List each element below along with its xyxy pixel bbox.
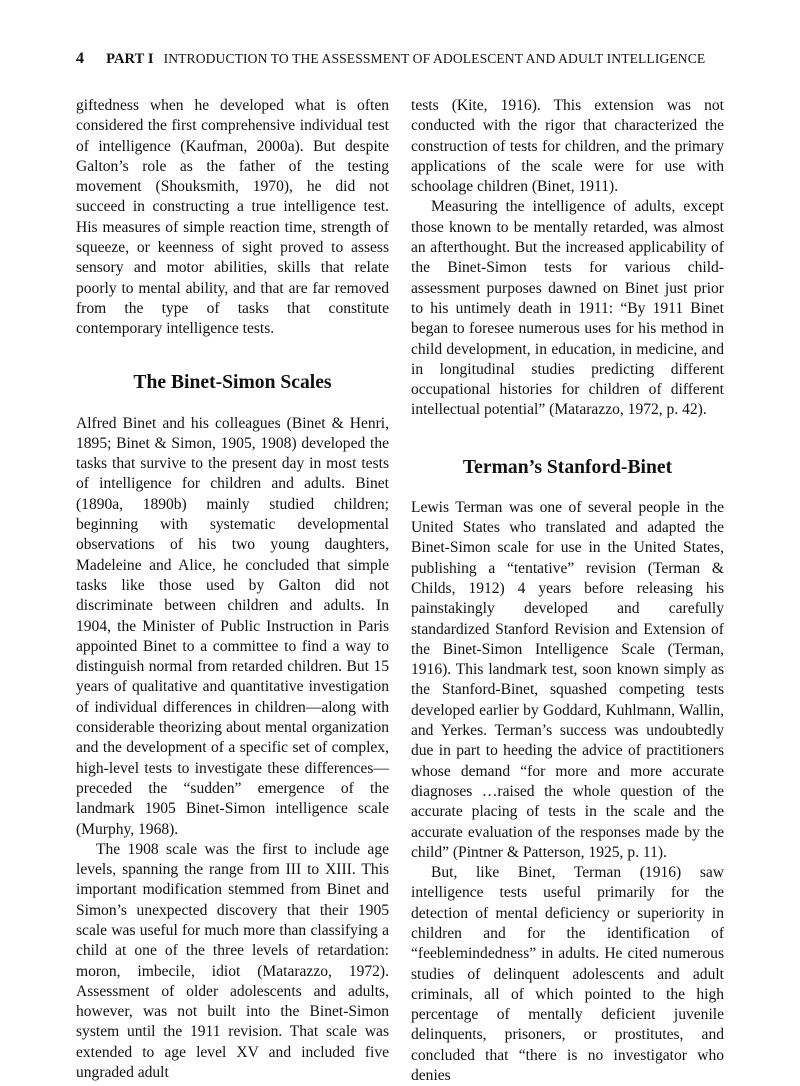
paragraph-terman-feeblemindedness: But, like Binet, Terman (1916) saw intelligence tests useful primarily for the detection of mental deficiency or superiority in children and for the identification of “feeblemindedness” in adults. He cited numerous studies of delinquent adolescents and adult criminals, all of which pointed to the high percentage of mentally deficient juvenile delinquents, prisoners, or prostitutes, and concluded that “there is no investigator who denies [411,864,724,1085]
paragraph-terman: Lewis Terman was one of several people in the United States who translated and adapted the Binet-Simon scale for use in the United States, publishing a “tentative” revision (Terman & Childs, 1912) 4 years before releasing his painstakingly developed and carefully standardized Stanford Revision and Extension of the Binet-Simon Intelligence Scale (Terman, 1916). This landmark test, soon known simply as the Stanford-Binet, squashed competing tests developed earlier by Goddard, Kuhlmann, Wallin, and Yerkes. Terman’s success was undoubtedly due in part to heeding the advice of practitioners whose demand “for more and more accurate diagnoses …raised the whole question of the accurate placing of tests in the scale and the accurate evaluation of the responses made by the child” (Pintner & Patterson, 1925, p. 11). [411,498,724,861]
right-column [411,96,724,1086]
paragraph-adult-intelligence: Measuring the intelligence of adults, except those known to be mentally retarded, was almost an afterthought. But the increased applicability of the Binet-Simon tests for various child-assessment purposes dawned on Binet just prior to his untimely death in 1911: “By 1911 Binet began to foresee numerous uses for his method in child development, in education, in medicine, and in longitudinal studies predicting different occupational histories for children of different intellectual potential” (Matarazzo, 1972, p. 42). [411,198,724,419]
paragraph-galton: giftedness when he developed what is often considered the first comprehensive individual test of intelligence (Kaufman, 2000a). But despite Galton’s role as the father of the testing movement (Shouksmith, 1970), he did not succeed in constructing a true intelligence test. His measures of simple reaction time, strength of squeeze, or keenness of sight proved to assess sensory and motor abilities, skills that relate poorly to mental ability, and that are far removed from the type of tasks that constitute contemporary intelligence tests. [76,97,389,338]
left-column [76,96,389,1083]
section-heading-binet-simon: The Binet-Simon Scales [133,371,332,393]
paragraph-kite: tests (Kite, 1916). This extension was not conducted with the rigor that characterized the construction of tests for children, and the primary applications of the scale were for use with schoolage children (Binet, 1911). [411,97,724,196]
running-head-title: INTRODUCTION TO THE ASSESSMENT OF ADOLESCENT AND ADULT INTELLIGENCE [163,51,706,66]
page-number: 4 [76,50,85,67]
paragraph-1908-scale: The 1908 scale was the first to include age levels, spanning the range from III to XIII. This important modification stemmed from Binet and Simon’s unexpected discovery that their 1905 scale was useful for much more than classifying a child at one of the three levels of retardation: moron, imbecile, idiot (Matarazzo, 1972). Assessment of older adolescents and adults, however, was not built into the Binet-Simon system until the 1911 revision. That scale was extended to age level XV and included five ungraded adult [76,840,389,1082]
paragraph-binet-colleagues: Alfred Binet and his colleagues (Binet & Henri, 1895; Binet & Simon, 1905, 1908) developed the tasks that survive to the present day in most tests of intelligence for children and adults. Binet (1890a, 1890b) mainly studied children; beginning with systematic developmental observations of his two young daughters, Madeleine and Alice, he concluded that simple tasks like those used by Galton did not discriminate between children and adults. In 1904, the Minister of Public Instruction in Paris appointed Binet to a committee to find a way to distinguish normal from retarded children. But 15 years of qualitative and quantitative investigation of individual differences in children—along with considerable theorizing about mental organization and the development of a specific set of complex, high-level tests to investigate these differences—preceded the “sudden” emergence of the landmark 1905 Binet-Simon intelligence scale (Murphy, 1968). [76,414,389,838]
section-heading-stanford-binet: Terman’s Stanford-Binet [462,456,673,478]
part-label: PART I [106,51,154,67]
running-head [76,50,726,70]
